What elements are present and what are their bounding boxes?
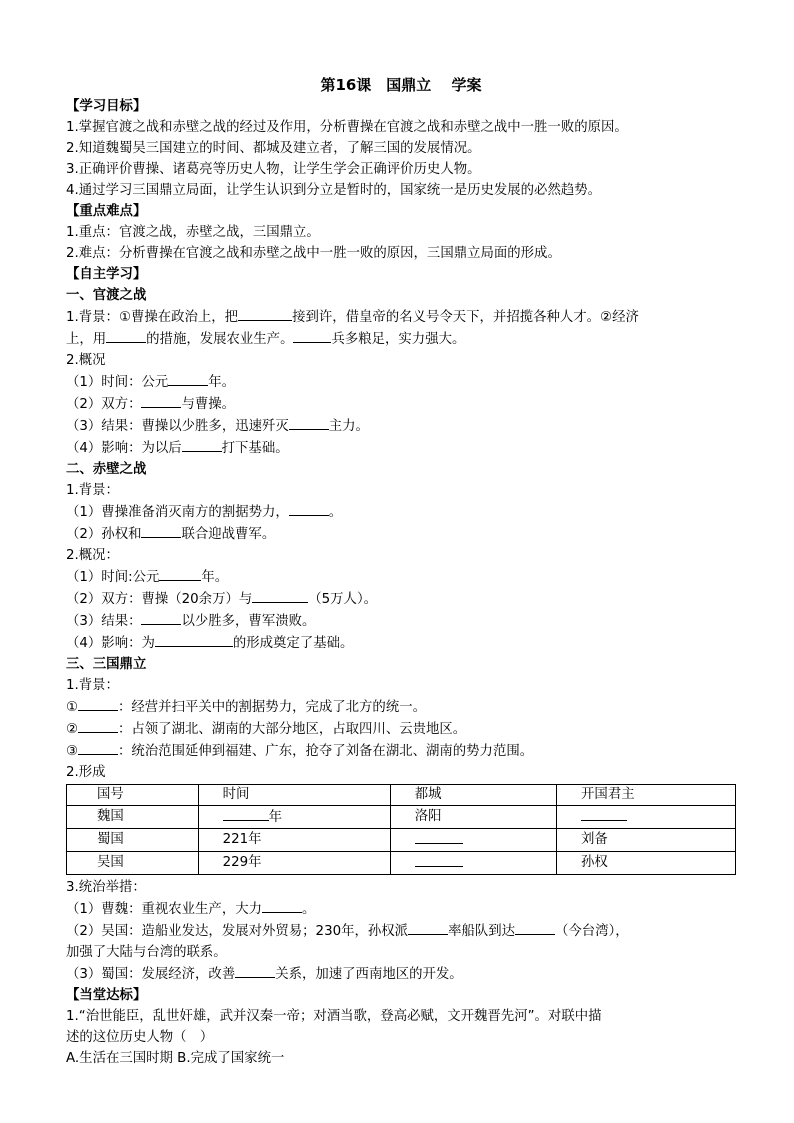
three-kingdoms-background-2: ② ：占领了湖北、湖南的大部分地区，占取四川、云贵地区。 [66, 718, 736, 740]
fill-blank[interactable] [168, 371, 208, 386]
fill-blank[interactable] [289, 415, 329, 430]
chibi-background-label: 1.背景： [66, 483, 119, 498]
fill-blank[interactable] [238, 306, 292, 321]
fill-blank[interactable] [159, 566, 201, 581]
fill-blank[interactable] [141, 393, 181, 408]
table-cell: 刘备 [557, 829, 736, 852]
key-item: 2.难点：分析曹操在官渡之战和赤壁之战中一胜一败的原因，三国鼎立局面的形成。 [66, 246, 561, 261]
in-class-heading: 【当堂达标】 [66, 988, 147, 1003]
fill-blank[interactable] [223, 806, 269, 821]
chibi-background-1: （1）曹操准备消灭南方的割据势力， 。 [66, 501, 736, 523]
table-cell [390, 829, 556, 852]
fill-blank[interactable] [78, 740, 118, 755]
fill-blank[interactable] [141, 523, 181, 538]
formation-label: 2.形成 [66, 765, 106, 780]
guandu-background-line-2: 上，用 的措施，发展农业生产。 兵多粮足，实力强大。 [66, 328, 736, 350]
chibi-result: （3）结果： 以少胜多，曹军溃败。 [66, 610, 736, 632]
fill-blank[interactable] [581, 806, 627, 821]
table-header-row [67, 785, 736, 806]
fill-blank[interactable] [515, 920, 555, 935]
section-guandu-heading: 一、官渡之战 [66, 288, 147, 303]
guandu-time: （1）时间：公元 年。 [66, 371, 736, 393]
worksheet-page [66, 76, 736, 1069]
section-chibi-heading: 二、赤壁之战 [66, 462, 147, 477]
goal-item: 2.知道魏蜀吴三国建立的时间、都城及建立者，了解三国的发展情况。 [66, 141, 481, 156]
chibi-influence: （4）影响：为 的形成奠定了基础。 [66, 632, 736, 654]
measure-wu-continued: 加强了大陆与台湾的联系。 [66, 945, 227, 960]
table-header-cell: 都城 [390, 785, 556, 806]
chibi-overview-label: 2.概况： [66, 548, 119, 563]
fill-blank[interactable] [155, 632, 233, 647]
chibi-background-2: （2）孙权和 联合迎战曹军。 [66, 523, 736, 545]
table-cell: 吴国 [67, 852, 199, 875]
table-cell: 魏国 [67, 806, 199, 829]
fill-blank[interactable] [262, 898, 302, 913]
page-title: 第16课 国鼎立 学案 [320, 76, 482, 94]
goal-item: 3.正确评价曹操、诸葛亮等历史人物，让学生学会正确评价历史人物。 [66, 162, 481, 177]
table-header-cell: 开国君主 [557, 785, 736, 806]
question-1-continued: 述的这位历史人物（ ） [66, 1030, 214, 1045]
fill-blank[interactable] [78, 696, 118, 711]
guandu-sides: （2）双方： 与曹操。 [66, 393, 736, 415]
table-cell: 洛阳 [390, 806, 556, 829]
guandu-influence: （4）影响：为以后 打下基础。 [66, 437, 736, 459]
chibi-sides: （2）双方：曹操（20余万）与 （5万人）。 [66, 588, 736, 610]
rule-measures-label: 3.统治举措： [66, 880, 146, 895]
table-header-cell: 时间 [198, 785, 390, 806]
table-row [67, 852, 736, 875]
measure-shu: （3）蜀国：发展经济，改善 关系，加速了西南地区的开发。 [66, 963, 736, 985]
fill-blank[interactable] [235, 963, 275, 978]
fill-blank[interactable] [106, 328, 146, 343]
three-kingdoms-background-1: ① ：经营并扫平关中的割据势力，完成了北方的统一。 [66, 696, 736, 718]
three-kingdoms-background-3: ③ ：统治范围延伸到福建、广东，抢夺了刘备在湖北、湖南的势力范围。 [66, 740, 736, 762]
fill-blank[interactable] [415, 829, 463, 844]
question-1-options: A.生活在三国时期 B.完成了国家统一 [66, 1051, 285, 1066]
fill-blank[interactable] [141, 610, 181, 625]
section-three-kingdoms-heading: 三、三国鼎立 [66, 657, 147, 672]
fill-blank[interactable] [252, 588, 308, 603]
guandu-background-line: 1.背景：①曹操在政治上，把 接到许，借皇帝的名义号令天下，并招揽各种人才。②经济 [66, 306, 736, 328]
self-study-heading: 【自主学习】 [66, 267, 147, 282]
question-1: 1.“治世能臣，乱世奸雄，武并汉秦一帝；对酒当歌，登高必赋，文开魏晋先河”。对联中描 [66, 1009, 602, 1024]
fill-blank[interactable] [293, 328, 331, 343]
table-cell [390, 852, 556, 875]
key-item: 1.重点：官渡之战，赤壁之战，三国鼎立。 [66, 225, 320, 240]
fill-blank[interactable] [415, 852, 463, 867]
fill-blank[interactable] [78, 718, 118, 733]
measure-wei: （1）曹魏：重视农业生产，大力 。 [66, 898, 736, 920]
chibi-time: （1）时间:公元 年。 [66, 566, 736, 588]
table-cell: 年 [198, 806, 390, 829]
fill-blank[interactable] [408, 920, 448, 935]
fill-blank[interactable] [182, 437, 222, 452]
table-row [67, 806, 736, 829]
goal-item: 1.掌握官渡之战和赤壁之战的经过及作用，分析曹操在官渡之战和赤壁之战中一胜一败的原因。 [66, 120, 628, 135]
table-cell: 蜀国 [67, 829, 199, 852]
key-heading: 【重点难点】 [66, 204, 147, 219]
table-cell: 221年 [198, 829, 390, 852]
guandu-result: （3）结果：曹操以少胜多，迅速歼灭 主力。 [66, 415, 736, 437]
goal-item: 4.通过学习三国鼎立局面，让学生认识到分立是暂时的，国家统一是历史发展的必然趋势。 [66, 183, 602, 198]
table-cell [557, 806, 736, 829]
measure-wu: （2）吴国：造船业发达，发展对外贸易；230年，孙权派 率船队到达 （今台湾）， [66, 920, 736, 942]
kingdoms-table [66, 784, 736, 875]
three-kingdoms-background-label: 1.背景： [66, 678, 119, 693]
table-cell: 孙权 [557, 852, 736, 875]
table-cell: 229年 [198, 852, 390, 875]
table-header-cell: 国号 [67, 785, 199, 806]
goals-heading: 【学习目标】 [66, 99, 147, 114]
fill-blank[interactable] [289, 501, 329, 516]
guandu-overview-label: 2.概况 [66, 353, 106, 368]
table-row [67, 829, 736, 852]
